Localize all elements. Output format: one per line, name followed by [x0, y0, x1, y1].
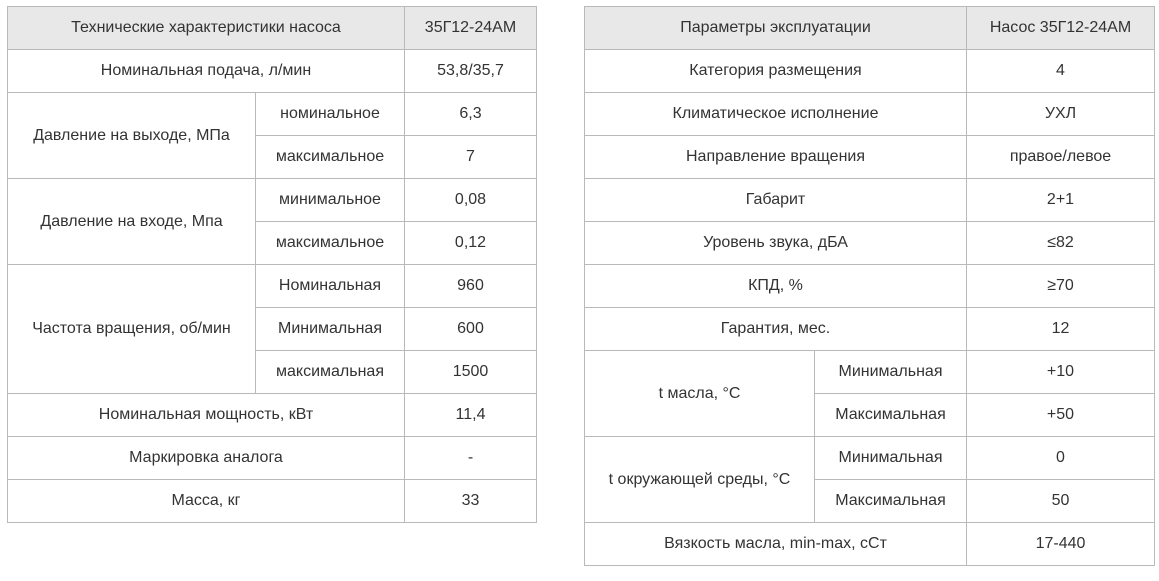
row-label: Вязкость масла, min-max, сСт [585, 523, 967, 566]
row-value: 600 [405, 308, 537, 351]
row-value: 0,08 [405, 179, 537, 222]
row-label: Номинальная подача, л/мин [8, 50, 405, 93]
row-value: +50 [967, 394, 1155, 437]
group-label: Частота вращения, об/мин [8, 265, 256, 394]
group-label: t окружающей среды, °C [585, 437, 815, 523]
row-value: 2+1 [967, 179, 1155, 222]
sub-label: Максимальная [815, 394, 967, 437]
row-value: ≥70 [967, 265, 1155, 308]
row-label: Габарит [585, 179, 967, 222]
sub-label: максимальная [256, 351, 405, 394]
row-label: Маркировка аналога [8, 437, 405, 480]
row-value: 12 [967, 308, 1155, 351]
row-value: 17-440 [967, 523, 1155, 566]
table-row [8, 480, 537, 523]
table-row [585, 50, 1155, 93]
row-label: Уровень звука, дБА [585, 222, 967, 265]
table-row [585, 437, 1155, 480]
sub-label: Максимальная [815, 480, 967, 523]
row-value: 0,12 [405, 222, 537, 265]
sub-label: Минимальная [256, 308, 405, 351]
row-value: 11,4 [405, 394, 537, 437]
sub-label: Минимальная [815, 351, 967, 394]
row-label: Категория размещения [585, 50, 967, 93]
row-value: 4 [967, 50, 1155, 93]
table-row [585, 523, 1155, 566]
pump-specs-table [7, 6, 537, 523]
row-value: УХЛ [967, 93, 1155, 136]
row-value: - [405, 437, 537, 480]
row-value: 33 [405, 480, 537, 523]
table-row [585, 93, 1155, 136]
header-model: 35Г12-24АМ [405, 7, 537, 50]
table-row [8, 265, 537, 308]
row-value: правое/левое [967, 136, 1155, 179]
table-row [8, 179, 537, 222]
row-value: 6,3 [405, 93, 537, 136]
header-param: Технические характеристики насоса [8, 7, 405, 50]
row-label: Климатическое исполнение [585, 93, 967, 136]
row-value: +10 [967, 351, 1155, 394]
row-label: Номинальная мощность, кВт [8, 394, 405, 437]
row-label: Масса, кг [8, 480, 405, 523]
row-value: 960 [405, 265, 537, 308]
sub-label: Номинальная [256, 265, 405, 308]
row-value: 50 [967, 480, 1155, 523]
row-label: КПД, % [585, 265, 967, 308]
header-param: Параметры эксплуатации [585, 7, 967, 50]
table-row [585, 265, 1155, 308]
sub-label: Минимальная [815, 437, 967, 480]
row-value: 7 [405, 136, 537, 179]
header-model: Насос 35Г12-24АМ [967, 7, 1155, 50]
group-label: Давление на входе, Мпа [8, 179, 256, 265]
sub-label: номинальное [256, 93, 405, 136]
row-value: 1500 [405, 351, 537, 394]
table-row [8, 50, 537, 93]
table-row [8, 394, 537, 437]
table-row [585, 136, 1155, 179]
table-row [585, 308, 1155, 351]
table-row [8, 437, 537, 480]
table-row [585, 179, 1155, 222]
sub-label: максимальное [256, 222, 405, 265]
table-row [585, 351, 1155, 394]
operating-params-table [584, 6, 1155, 566]
group-label: t масла, °C [585, 351, 815, 437]
row-value: ≤82 [967, 222, 1155, 265]
table-header-row [585, 7, 1155, 50]
sub-label: минимальное [256, 179, 405, 222]
sub-label: максимальное [256, 136, 405, 179]
table-row [8, 93, 537, 136]
table-header-row [8, 7, 537, 50]
table-row [585, 222, 1155, 265]
group-label: Давление на выходе, МПа [8, 93, 256, 179]
row-value: 53,8/35,7 [405, 50, 537, 93]
row-label: Гарантия, мес. [585, 308, 967, 351]
row-label: Направление вращения [585, 136, 967, 179]
row-value: 0 [967, 437, 1155, 480]
